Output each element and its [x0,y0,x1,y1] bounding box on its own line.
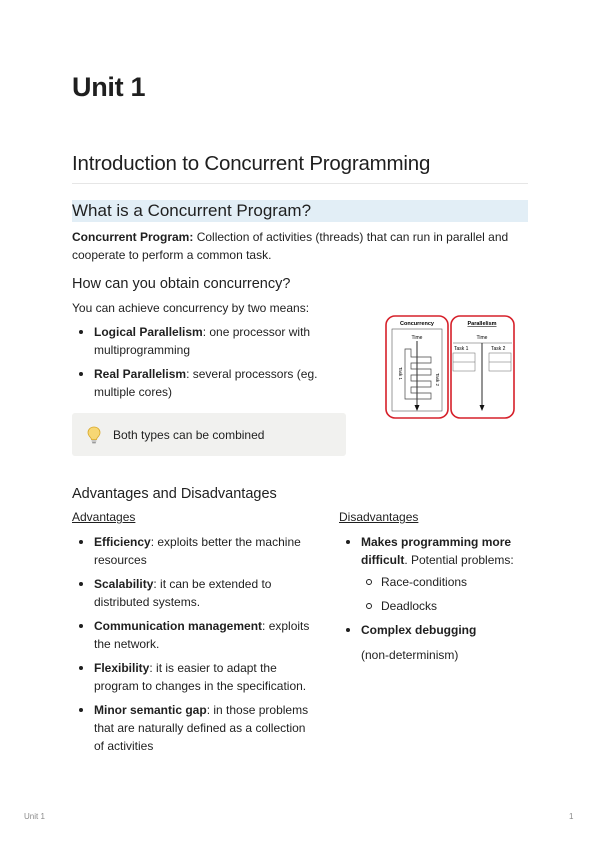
obtain-intro: You can achieve concurrency by two means: [72,301,310,315]
item-term: Communication management [94,619,263,633]
section-heading: What is a Concurrent Program? [72,201,312,220]
page-title: Unit 1 [72,72,146,102]
list-item [339,533,528,569]
item-text: : it can be extended to distributed systems. [94,577,272,609]
item-term: Efficiency [94,535,151,549]
parallelism-panel [451,316,514,418]
item-text: : exploits the network. [94,619,310,651]
disadvantages-heading: Disadvantages [339,510,419,524]
item-term: Real Parallelism [94,367,187,381]
sub-list-item: Deadlocks [339,597,528,615]
sub-list-item: Race-conditions [339,573,528,591]
item-text: : exploits better the machine resources [94,535,301,567]
list-item [72,575,318,611]
parallelism-task2-label: Task 2 [491,346,506,352]
callout-box [72,413,346,456]
chapter-heading: Introduction to Concurrent Programming [72,152,431,175]
obtain-heading: How can you obtain concurrency? [72,276,291,292]
concurrency-task2-label: Task 2 [435,373,440,387]
dis2-text: (non-determinism) [361,648,459,662]
item-term: Scalability [94,577,154,591]
definition-term: Concurrent Program: [72,230,194,244]
concurrency-task1-label: Task 1 [398,367,403,381]
page-number: 1 [569,812,574,821]
parallelism-time-label: Time [476,335,488,341]
item-term: Flexibility [94,661,150,675]
parallelism-panel-frame [451,316,514,418]
list-item [72,323,332,359]
lightbulb-icon [87,426,101,444]
list-item [72,533,318,569]
advantages-heading: Advantages [72,510,136,524]
heading-divider [72,183,528,184]
footer-title: Unit 1 [24,812,45,821]
item-term: Makes programming more difficult [361,535,512,567]
concurrency-panel [386,316,448,418]
list-item [72,365,332,401]
list-item [72,617,318,653]
item-term: Complex debugging [361,623,477,637]
item-text: . Potential problems: [404,553,514,567]
concurrency-parallelism-figure [385,315,515,419]
item-text: : in those problems that are naturally defined as a collection of activities [94,703,309,753]
concurrency-time-label: Time [411,335,423,341]
parallelism-task1-label: Task 1 [454,346,469,352]
item-text: : one processor with multiprogramming [94,325,311,357]
disadvantages-list [339,533,528,643]
section-heading-highlight [72,200,528,222]
advantages-list [72,533,318,755]
concurrency-title: Concurrency [400,321,434,327]
item-term: Logical Parallelism [94,325,203,339]
item-text: : several processors (eg. multiple cores) [94,367,318,399]
item-term: Minor semantic gap [94,703,207,717]
parallelism-title: Parallelism [467,321,497,327]
callout-text: Both types can be combined [113,428,265,442]
list-item [72,701,318,755]
advdis-heading: Advantages and Disadvantages [72,486,277,502]
definition-text: Collection of activities (threads) that can run in parallel and cooperate to perform a common task. [72,230,509,262]
list-item [72,659,318,695]
item-text: : it is easier to adapt the program to changes in the specification. [94,661,307,693]
definition-paragraph [72,228,528,264]
obtain-list [72,323,332,401]
list-item [339,621,528,639]
